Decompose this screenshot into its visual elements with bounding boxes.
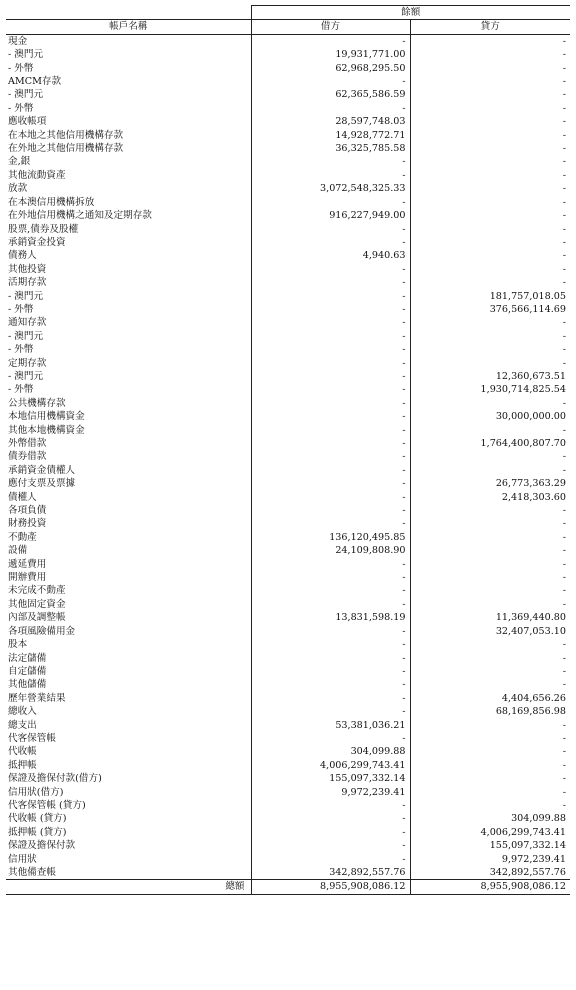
debit-cell: 13,831,598.19 — [251, 611, 410, 624]
account-row — [6, 263, 570, 276]
account-row — [6, 558, 570, 571]
credit-cell: 4,006,299,743.41 — [480, 826, 566, 838]
credit-cell: - — [562, 585, 566, 597]
credit-cell: - — [562, 357, 566, 369]
debit-cell: - — [251, 598, 410, 611]
credit-cell: 11,369,440.80 — [495, 612, 566, 624]
debit-cell: 53,381,036.21 — [251, 719, 410, 732]
account-name-cell: 總收入 — [6, 705, 251, 718]
debit-cell: 14,928,772.71 — [251, 129, 410, 142]
account-row — [6, 719, 570, 732]
account-name-cell: 債權人 — [6, 491, 251, 504]
debit-cell: - — [251, 799, 410, 812]
debit-cell: - — [251, 263, 410, 276]
debit-cell: - — [251, 678, 410, 691]
credit-cell: - — [562, 746, 566, 758]
credit-cell: - — [562, 598, 566, 610]
account-name-cell: - 外幣 — [6, 383, 251, 396]
account-name-cell: 保證及擔保付款 — [6, 839, 251, 852]
account-name-cell: - 外幣 — [6, 62, 251, 75]
account-name-cell: 現金 — [6, 34, 251, 48]
account-name-cell: - 澳門元 — [6, 290, 251, 303]
account-name-cell: 內部及調整帳 — [6, 611, 251, 624]
account-name-cell: - 外幣 — [6, 303, 251, 316]
credit-cell: 342,892,557.76 — [489, 867, 566, 878]
debit-cell: - — [251, 155, 410, 168]
account-row — [6, 330, 570, 343]
account-name-cell: 其他儲備 — [6, 678, 251, 691]
debit-cell: 4,006,299,743.41 — [251, 759, 410, 772]
total-debit: 8,955,908,086.12 — [251, 880, 410, 894]
debit-cell: - — [251, 34, 410, 48]
credit-cell: - — [562, 143, 566, 155]
debit-cell: 28,597,748.03 — [251, 115, 410, 128]
account-row — [6, 276, 570, 289]
account-row — [6, 464, 570, 477]
account-row — [6, 732, 570, 745]
account-name-cell: - 澳門元 — [6, 330, 251, 343]
account-row — [6, 531, 570, 544]
debit-cell: 136,120,495.85 — [251, 531, 410, 544]
account-row — [6, 383, 570, 396]
account-row — [6, 517, 570, 530]
account-row — [6, 826, 570, 839]
account-name-cell: - 外幣 — [6, 343, 251, 356]
account-row — [6, 316, 570, 329]
account-name-cell: AMCM存款 — [6, 75, 251, 88]
credit-cell: 12,360,673.51 — [495, 370, 566, 382]
credit-cell: - — [562, 719, 566, 731]
debit-cell: - — [251, 464, 410, 477]
account-name-cell: 在外地之其他信用機構存款 — [6, 142, 251, 155]
account-name-cell: 未完成不動產 — [6, 584, 251, 597]
credit-cell: - — [562, 518, 566, 530]
header-row-columns — [6, 20, 570, 34]
account-row — [6, 236, 570, 249]
account-name-cell: 保證及擔保付款(借方) — [6, 772, 251, 785]
credit-cell: - — [562, 665, 566, 677]
account-name-cell: 代客保管帳 (貸方) — [6, 799, 251, 812]
account-name-header: 帳戶名稱 — [6, 20, 251, 34]
debit-cell: 19,931,771.00 — [251, 48, 410, 61]
debit-cell: - — [251, 276, 410, 289]
account-name-cell: 股票,債券及股權 — [6, 223, 251, 236]
credit-cell: 181,757,018.05 — [489, 290, 566, 302]
account-row — [6, 357, 570, 370]
credit-cell: 155,097,332.14 — [489, 840, 566, 852]
credit-cell: - — [562, 62, 566, 74]
account-name-cell: 承銷資金債權人 — [6, 464, 251, 477]
account-name-cell: 代收帳 (貸方) — [6, 812, 251, 825]
credit-cell: - — [562, 35, 566, 47]
debit-cell: 916,227,949.00 — [251, 209, 410, 222]
account-name-cell: 外幣借款 — [6, 437, 251, 450]
total-label: 總額 — [6, 880, 251, 894]
account-row — [6, 142, 570, 155]
account-name-cell: 活期存款 — [6, 276, 251, 289]
account-name-cell: 在本澳信用機構拆放 — [6, 196, 251, 209]
credit-cell: - — [562, 344, 566, 356]
debit-cell: - — [251, 236, 410, 249]
account-name-cell: 在外地信用機構之通知及定期存款 — [6, 209, 251, 222]
account-row — [6, 155, 570, 168]
credit-cell: - — [562, 330, 566, 342]
account-row — [6, 705, 570, 718]
account-name-cell: 代收帳 — [6, 745, 251, 758]
account-row — [6, 343, 570, 356]
credit-cell: - — [562, 250, 566, 262]
debit-cell: - — [251, 571, 410, 584]
account-row — [6, 799, 570, 812]
account-row — [6, 652, 570, 665]
credit-cell: - — [562, 505, 566, 517]
credit-cell: 4,404,656.26 — [501, 692, 566, 704]
credit-cell: 1,930,714,825.54 — [480, 384, 566, 396]
debit-cell: - — [251, 491, 410, 504]
account-row — [6, 611, 570, 624]
credit-cell: - — [562, 639, 566, 651]
account-row — [6, 169, 570, 182]
account-name-cell: 其他流動資產 — [6, 169, 251, 182]
account-name-cell: 應收帳項 — [6, 115, 251, 128]
debit-cell: - — [251, 652, 410, 665]
account-row — [6, 249, 570, 262]
debit-cell: - — [251, 169, 410, 182]
debit-cell: 62,968,295.50 — [251, 62, 410, 75]
account-name-cell: 其他本地機構資金 — [6, 424, 251, 437]
debit-cell: 155,097,332.14 — [251, 772, 410, 785]
balance-table — [6, 6, 570, 895]
account-name-cell: 本地信用機構資金 — [6, 410, 251, 423]
account-row — [6, 598, 570, 611]
account-row — [6, 437, 570, 450]
total-row — [6, 880, 570, 894]
account-rows — [6, 34, 570, 880]
account-row — [6, 129, 570, 142]
credit-cell: - — [562, 210, 566, 222]
account-row — [6, 196, 570, 209]
account-row — [6, 772, 570, 785]
debit-cell: - — [251, 839, 410, 852]
debit-cell: - — [251, 397, 410, 410]
account-name-cell: 各項風險備用金 — [6, 625, 251, 638]
account-name-cell: 法定儲備 — [6, 652, 251, 665]
credit-cell: - — [562, 732, 566, 744]
credit-cell: - — [562, 773, 566, 785]
credit-cell: - — [562, 129, 566, 141]
total-credit: 8,955,908,086.12 — [410, 880, 570, 894]
account-row — [6, 812, 570, 825]
account-row — [6, 745, 570, 758]
credit-cell: - — [562, 102, 566, 114]
account-row — [6, 491, 570, 504]
account-name-cell: - 澳門元 — [6, 88, 251, 101]
account-name-cell: 各項負債 — [6, 504, 251, 517]
debit-cell: - — [251, 343, 410, 356]
debit-cell: - — [251, 383, 410, 396]
credit-cell: 26,773,363.29 — [495, 478, 566, 490]
credit-cell: - — [562, 679, 566, 691]
account-name-cell: 債務人 — [6, 249, 251, 262]
account-name-cell: 其他備查帳 — [6, 866, 251, 880]
credit-cell: - — [562, 531, 566, 543]
account-row — [6, 692, 570, 705]
debit-cell: - — [251, 477, 410, 490]
debit-cell: - — [251, 517, 410, 530]
debit-cell: - — [251, 410, 410, 423]
debit-cell: - — [251, 625, 410, 638]
account-row — [6, 504, 570, 517]
account-name-cell: 應付支票及票據 — [6, 477, 251, 490]
credit-cell: - — [562, 49, 566, 61]
account-row — [6, 450, 570, 463]
account-row — [6, 839, 570, 852]
account-name-cell: 在本地之其他信用機構存款 — [6, 129, 251, 142]
account-row — [6, 786, 570, 799]
account-row — [6, 625, 570, 638]
account-row — [6, 866, 570, 880]
account-row — [6, 182, 570, 195]
account-name-cell: 開辦費用 — [6, 571, 251, 584]
credit-cell: - — [562, 545, 566, 557]
debit-cell: - — [251, 316, 410, 329]
account-row — [6, 303, 570, 316]
credit-cell: - — [562, 89, 566, 101]
debit-cell: 9,972,239.41 — [251, 786, 410, 799]
account-row — [6, 88, 570, 101]
account-row — [6, 665, 570, 678]
credit-cell: 9,972,239.41 — [501, 853, 566, 865]
account-name-cell: 財務投資 — [6, 517, 251, 530]
debit-cell: - — [251, 370, 410, 383]
credit-cell: - — [562, 786, 566, 798]
credit-cell: - — [562, 558, 566, 570]
credit-cell: - — [562, 76, 566, 88]
credit-cell: - — [562, 317, 566, 329]
account-row — [6, 34, 570, 48]
credit-cell: - — [562, 223, 566, 235]
credit-cell: - — [562, 196, 566, 208]
credit-cell: 304,099.88 — [511, 813, 566, 825]
debit-cell: 24,109,808.90 — [251, 544, 410, 557]
account-row — [6, 853, 570, 866]
debit-cell: - — [251, 638, 410, 651]
account-name-cell: 信用狀 — [6, 853, 251, 866]
account-name-cell: 承銷資金投資 — [6, 236, 251, 249]
account-name-cell: 公共機構存款 — [6, 397, 251, 410]
debit-cell: - — [251, 290, 410, 303]
account-row — [6, 410, 570, 423]
account-name-cell: 金,銀 — [6, 155, 251, 168]
credit-cell: - — [562, 464, 566, 476]
header-row-group — [6, 6, 570, 20]
debit-cell: - — [251, 812, 410, 825]
credit-cell: 2,418,303.60 — [501, 491, 566, 503]
debit-cell: - — [251, 330, 410, 343]
credit-cell: - — [562, 169, 566, 181]
account-row — [6, 477, 570, 490]
credit-cell: - — [562, 116, 566, 128]
debit-cell: - — [251, 424, 410, 437]
account-row — [6, 102, 570, 115]
account-row — [6, 424, 570, 437]
account-name-cell: 放款 — [6, 182, 251, 195]
account-row — [6, 584, 570, 597]
account-name-cell: 抵押帳 — [6, 759, 251, 772]
credit-cell: - — [562, 263, 566, 275]
account-name-cell: 代客保管帳 — [6, 732, 251, 745]
account-name-cell: 不動產 — [6, 531, 251, 544]
account-name-cell: 遞延費用 — [6, 558, 251, 571]
amount-group-header: 餘額 — [251, 6, 570, 20]
debit-cell: 342,892,557.76 — [251, 866, 410, 880]
debit-cell: - — [251, 223, 410, 236]
account-name-cell: 其他固定資金 — [6, 598, 251, 611]
account-name-cell: 通知存款 — [6, 316, 251, 329]
account-name-cell: 自定儲備 — [6, 665, 251, 678]
account-name-cell: - 澳門元 — [6, 370, 251, 383]
account-row — [6, 397, 570, 410]
account-name-cell: 定期存款 — [6, 357, 251, 370]
account-row — [6, 62, 570, 75]
credit-cell: 1,764,400,807.70 — [480, 438, 566, 449]
account-name-cell: 抵押帳 (貸方) — [6, 826, 251, 839]
credit-cell: - — [562, 799, 566, 811]
debit-cell: - — [251, 558, 410, 571]
credit-cell: - — [562, 424, 566, 436]
debit-cell: - — [251, 732, 410, 745]
debit-cell: 4,940.63 — [251, 249, 410, 262]
debit-cell: - — [251, 303, 410, 316]
account-name-cell: 債券借款 — [6, 450, 251, 463]
account-name-cell: 其他投資 — [6, 263, 251, 276]
debit-cell: 62,365,586.59 — [251, 88, 410, 101]
account-row — [6, 115, 570, 128]
account-row — [6, 571, 570, 584]
credit-cell: 32,407,053.10 — [495, 625, 566, 637]
debit-cell: - — [251, 357, 410, 370]
account-name-cell: 股本 — [6, 638, 251, 651]
credit-cell: - — [562, 236, 566, 248]
account-row — [6, 209, 570, 222]
account-name-cell: 總支出 — [6, 719, 251, 732]
credit-cell: - — [562, 277, 566, 289]
credit-cell: - — [562, 572, 566, 584]
credit-cell: - — [562, 156, 566, 168]
credit-cell: 68,169,856.98 — [495, 706, 566, 718]
debit-cell: - — [251, 437, 410, 450]
debit-cell: - — [251, 853, 410, 866]
account-row — [6, 75, 570, 88]
debit-header: 借方 — [251, 20, 410, 34]
account-name-cell: - 外幣 — [6, 102, 251, 115]
credit-cell: 376,566,114.69 — [489, 303, 566, 315]
account-row — [6, 223, 570, 236]
debit-cell: - — [251, 102, 410, 115]
credit-header: 貸方 — [410, 20, 570, 34]
debit-cell: 3,072,548,325.33 — [251, 182, 410, 195]
account-row — [6, 370, 570, 383]
debit-cell: - — [251, 504, 410, 517]
debit-cell: - — [251, 450, 410, 463]
account-row — [6, 638, 570, 651]
debit-cell: - — [251, 665, 410, 678]
debit-cell: - — [251, 705, 410, 718]
debit-cell: - — [251, 196, 410, 209]
account-row — [6, 759, 570, 772]
account-name-cell: 設備 — [6, 544, 251, 557]
account-row — [6, 678, 570, 691]
credit-cell: - — [562, 759, 566, 771]
debit-cell: - — [251, 584, 410, 597]
credit-cell: - — [562, 652, 566, 664]
debit-cell: - — [251, 826, 410, 839]
debit-cell: 36,325,785.58 — [251, 142, 410, 155]
header-blank-cell — [6, 6, 251, 20]
account-row — [6, 544, 570, 557]
credit-cell: - — [562, 183, 566, 195]
account-name-cell: 歷年營業結果 — [6, 692, 251, 705]
debit-cell: - — [251, 75, 410, 88]
account-name-cell: 信用狀(借方) — [6, 786, 251, 799]
debit-cell: - — [251, 692, 410, 705]
account-name-cell: - 澳門元 — [6, 48, 251, 61]
credit-cell: - — [562, 397, 566, 409]
debit-cell: 304,099.88 — [251, 745, 410, 758]
credit-cell: - — [562, 451, 566, 463]
account-row — [6, 48, 570, 61]
credit-cell: 30,000,000.00 — [495, 411, 566, 423]
account-row — [6, 290, 570, 303]
